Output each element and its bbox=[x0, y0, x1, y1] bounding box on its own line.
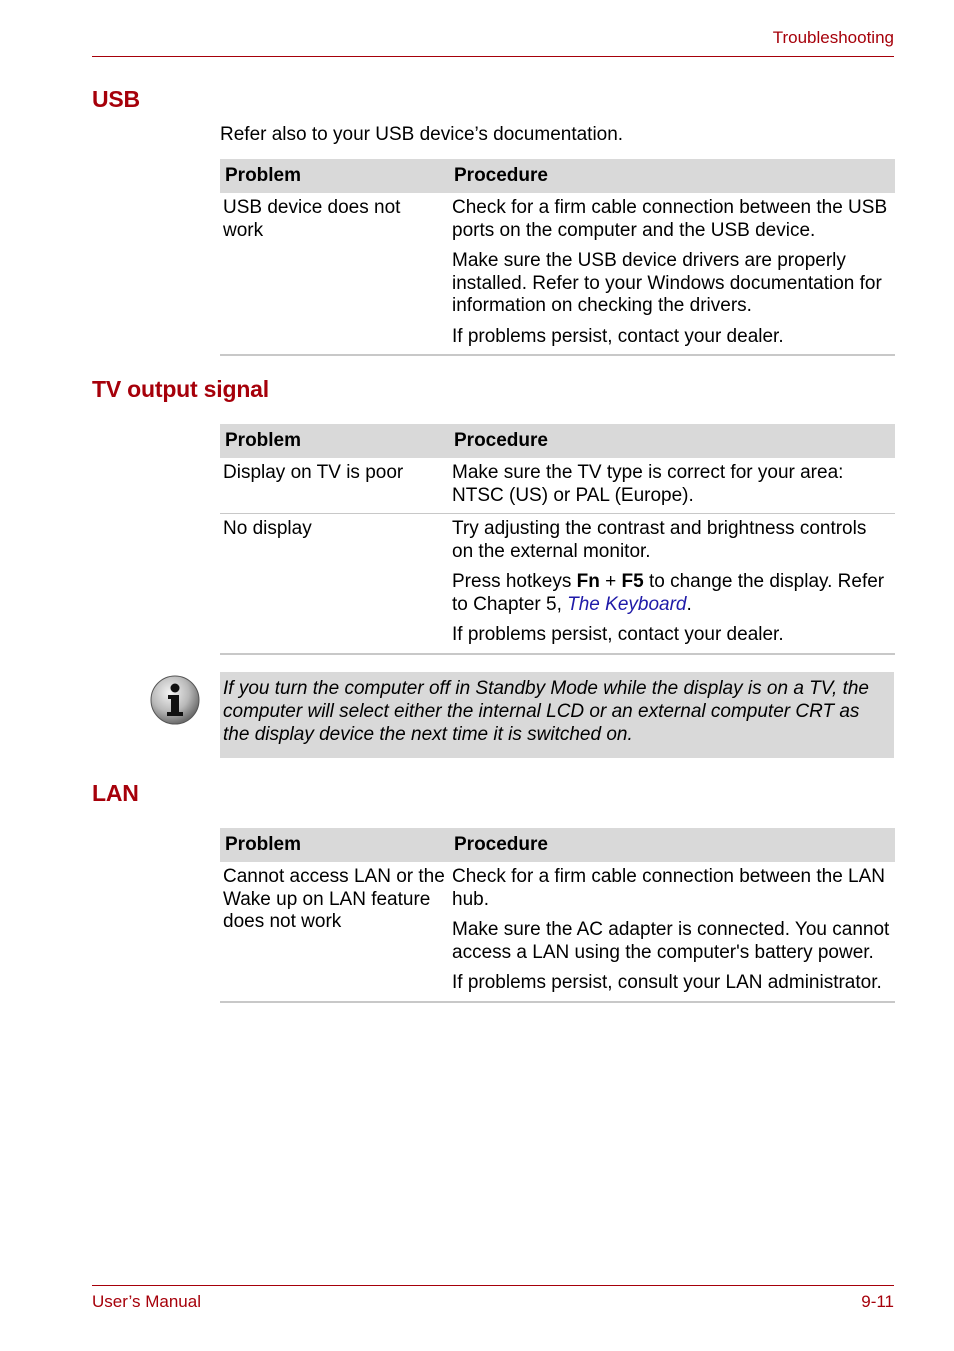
procedure-step: Check for a firm cable connection between the LAN hub. bbox=[452, 866, 886, 910]
step-text: . bbox=[686, 593, 692, 615]
col-problem: Problem bbox=[220, 828, 449, 862]
key-fn: Fn bbox=[576, 571, 600, 592]
step-text: + bbox=[599, 571, 622, 592]
table-row bbox=[220, 458, 895, 514]
section-title-lan: LAN bbox=[92, 780, 139, 806]
procedure-step: If problems persist, contact your dealer. bbox=[452, 325, 784, 347]
keyboard-chapter-link[interactable]: The Keyboard bbox=[567, 593, 687, 615]
procedure-cell bbox=[449, 193, 895, 355]
col-problem: Problem bbox=[220, 159, 449, 193]
problem-cell: Display on TV is poor bbox=[220, 458, 449, 514]
usb-intro: Refer also to your USB device’s documentation. bbox=[220, 124, 624, 145]
step-text: to change the display. Refer to Chapter 5, bbox=[452, 571, 885, 615]
table-header-row bbox=[220, 828, 895, 862]
procedure-step: Make sure the TV type is correct for your area: NTSC (US) or PAL (Europe). bbox=[452, 462, 844, 506]
procedure-step: Try adjusting the contrast and brightness controls on the external monitor. bbox=[452, 518, 867, 562]
problem-cell: Cannot access LAN or the Wake up on LAN feature does not work bbox=[220, 862, 449, 1002]
table-row bbox=[220, 862, 895, 1002]
note-box: If you turn the computer off in Standby Mode while the display is on a TV, the computer will select either the internal LCD or an external computer CRT as the display device the next time it is switched on. bbox=[220, 672, 894, 758]
running-header: Troubleshooting bbox=[772, 28, 894, 47]
procedure-step bbox=[452, 571, 891, 616]
lan-table bbox=[220, 828, 895, 1003]
col-procedure: Procedure bbox=[449, 828, 895, 862]
procedure-step: If problems persist, consult your LAN administrator. bbox=[452, 972, 882, 993]
col-problem: Problem bbox=[220, 424, 449, 458]
table-header-row bbox=[220, 159, 895, 193]
key-f5: F5 bbox=[621, 571, 644, 592]
procedure-cell bbox=[449, 458, 895, 514]
header-rule bbox=[92, 56, 894, 57]
procedure-step: Make sure the USB device drivers are properly installed. Refer to your Windows documentation for information on checking the drivers. bbox=[452, 250, 882, 316]
col-procedure: Procedure bbox=[449, 424, 895, 458]
problem-cell: USB device does not work bbox=[220, 193, 449, 355]
tv-table bbox=[220, 424, 895, 655]
table-row bbox=[220, 514, 895, 654]
problem-cell: No display bbox=[220, 514, 449, 654]
table-header-row bbox=[220, 424, 895, 458]
step-text: Press hotkeys bbox=[452, 571, 577, 592]
procedure-step: Make sure the AC adapter is connected. You cannot access a LAN using the computer's battery power. bbox=[452, 919, 890, 963]
footer-manual-title: User’s Manual bbox=[92, 1292, 201, 1311]
procedure-cell bbox=[449, 514, 895, 654]
page-number: 9-11 bbox=[861, 1292, 894, 1311]
section-title-usb: USB bbox=[92, 86, 140, 112]
section-title-tv: TV output signal bbox=[92, 376, 269, 402]
procedure-step: Check for a firm cable connection between the USB ports on the computer and the USB device. bbox=[452, 197, 888, 241]
footer-rule bbox=[92, 1285, 894, 1286]
procedure-step: If problems persist, contact your dealer. bbox=[452, 624, 784, 645]
info-icon bbox=[150, 675, 200, 725]
usb-table bbox=[220, 159, 895, 356]
table-row bbox=[220, 193, 895, 355]
procedure-cell bbox=[449, 862, 895, 1002]
col-procedure: Procedure bbox=[449, 159, 895, 193]
